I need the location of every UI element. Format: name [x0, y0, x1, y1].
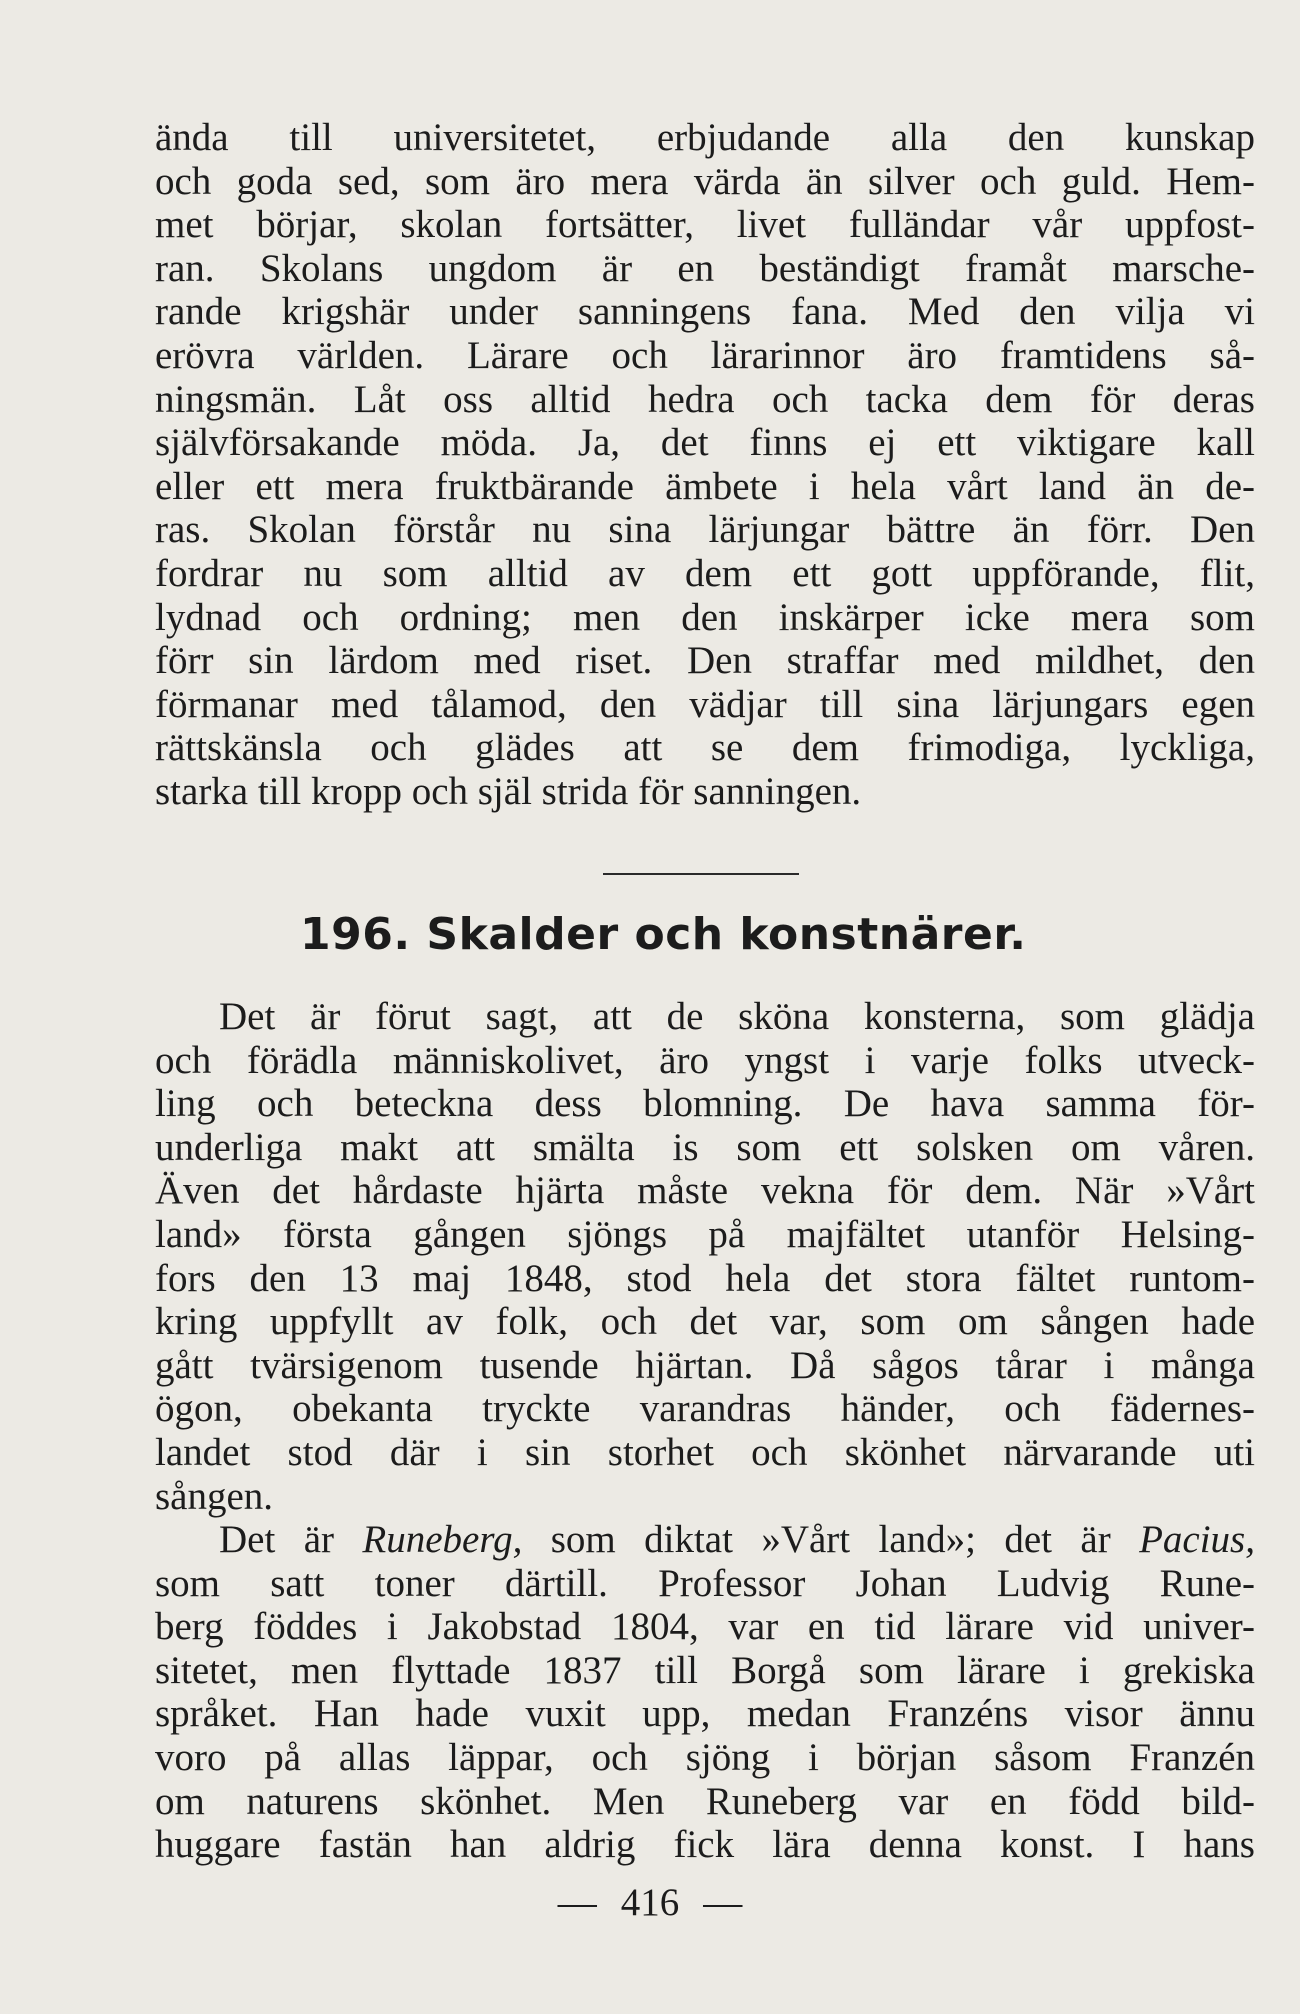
text-run: som diktat »Vårt land»; det är	[522, 1518, 1140, 1561]
paragraph-second	[155, 995, 1255, 1518]
text-line: rande krigshär under sanningens fana. Med den vilja vi	[155, 290, 1255, 334]
text-run: Det är	[219, 1518, 363, 1561]
section-number: 196.	[300, 909, 411, 960]
text-line: lydnad och ordning; men den inskärper icke mera som	[155, 595, 1255, 639]
text-line: voro på allas läppar, och sjöng i början såsom Franzén	[155, 1735, 1255, 1779]
text-line: förmanar med tålamod, den vädjar till sina lärjungars egen	[155, 682, 1255, 726]
text-line: rättskänsla och glädes att se dem frimodiga, lyckliga,	[155, 726, 1255, 770]
text-line: ling och beteckna dess blomning. De hava samma för-	[155, 1082, 1255, 1126]
section-divider	[603, 873, 799, 875]
author-name-runeberg: Runeberg,	[362, 1518, 523, 1561]
text-line: gått tvärsigenom tusende hjärtan. Då sågos tårar i många	[155, 1343, 1255, 1387]
text-line: språket. Han hade vuxit upp, medan Franzéns visor ännu	[155, 1692, 1255, 1736]
text-line: underliga makt att smälta is som ett solsken om våren.	[155, 1125, 1255, 1169]
text-line: fordrar nu som alltid av dem ett gott uppförande, flit,	[155, 551, 1255, 595]
text-line: ras. Skolan förstår nu sina lärjungar bättre än förr. Den	[155, 508, 1255, 552]
text-line: och förädla människolivet, äro yngst i varje folks utveck-	[155, 1038, 1255, 1082]
paragraph-top	[155, 116, 1255, 814]
text-line: Även det hårdaste hjärta måste vekna för dem. När »Vårt	[155, 1169, 1255, 1213]
footer-dash-left: —	[557, 1881, 597, 1924]
text-line: starka till kropp och själ strida för sanningen.	[155, 769, 862, 813]
text-line: sången.	[155, 1474, 274, 1518]
text-line: ögon, obekanta tryckte varandras händer, och fädernes-	[155, 1387, 1255, 1431]
text-line: berg föddes i Jakobstad 1804, var en tid lärare vid univer-	[155, 1605, 1255, 1649]
text-line: fors den 13 maj 1848, stod hela det stora fältet runtom-	[155, 1256, 1255, 1300]
section-title: Skalder och konstnärer.	[426, 909, 1027, 960]
text-line	[155, 1518, 1255, 1562]
text-line: sitetet, men flyttade 1837 till Borgå som lärare i grekiska	[155, 1648, 1255, 1692]
text-line: met börjar, skolan fortsätter, livet fulländar vår uppfost-	[155, 203, 1255, 247]
text-line: om naturens skönhet. Men Runeberg var en född bild-	[155, 1779, 1255, 1823]
text-line: land» första gången sjöngs på majfältet utanför Helsing-	[155, 1212, 1255, 1256]
text-line: eller ett mera fruktbärande ämbete i hela vårt land än de-	[155, 464, 1255, 508]
text-line: huggare fastän han aldrig fick lära denna konst. I hans	[155, 1823, 1255, 1867]
text-line: förr sin lärdom med riset. Den straffar med mildhet, den	[155, 639, 1255, 683]
text-line: landet stod där i sin storhet och skönhet närvarande uti	[155, 1430, 1255, 1474]
text-line: och goda sed, som äro mera värda än silver och guld. Hem-	[155, 159, 1255, 203]
section-heading	[300, 905, 1120, 965]
text-line: självförsakande möda. Ja, det finns ej ett viktigare kall	[155, 421, 1255, 465]
text-line: erövra världen. Lärare och lärarinnor äro framtidens så-	[155, 333, 1255, 377]
text-line: som satt toner därtill. Professor Johan Ludvig Rune-	[155, 1561, 1255, 1605]
text-line: ningsmän. Låt oss alltid hedra och tacka dem för deras	[155, 377, 1255, 421]
page-footer	[0, 1878, 1300, 1928]
text-line: ända till universitetet, erbjudande alla den kunskap	[155, 116, 1255, 159]
text-line: kring uppfyllt av folk, och det var, som om sången hade	[155, 1300, 1255, 1344]
footer-dash-right: —	[703, 1881, 743, 1924]
paragraph-third	[155, 1518, 1255, 1867]
composer-name-pacius: Pacius,	[1139, 1518, 1255, 1561]
text-line: ran. Skolans ungdom är en beständigt framåt marsche-	[155, 246, 1255, 290]
page-number: 416	[620, 1881, 680, 1924]
text-line: Det är förut sagt, att de sköna konsterna, som glädja	[219, 995, 1255, 1038]
